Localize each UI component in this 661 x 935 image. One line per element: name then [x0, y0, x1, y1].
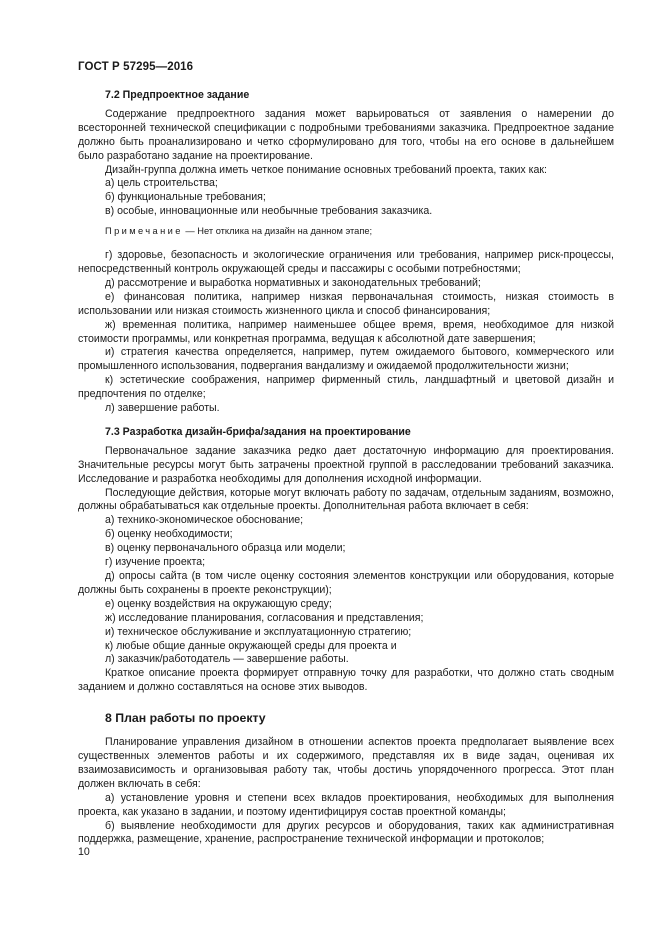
list-item: в) оценку первоначального образца или модели; [105, 542, 346, 555]
list-item: ж) временная политика, например наименьшее общее время, время, необходимое для низкой стоимости программы, или конкретная программа, ведущая к абсолютной дате завершения; [78, 318, 614, 345]
list-item: д) опросы сайта (в том числе оценку состояния элементов конструкции или оборудования, которые должны быть сохранены в проекте реконструкции); [78, 570, 614, 596]
list-item: а) технико-экономическое обоснование; [105, 514, 304, 527]
section-heading-7-2: 7.2 Предпроектное задание [105, 89, 250, 101]
list-item: е) финансовая политика, например низкая первоначальная стоимость, низкая стоимость в использовании или низкая стоимость жизненного цикла и способ финансирования; [78, 290, 614, 317]
page-number: 10 [78, 846, 90, 858]
document-body [78, 89, 614, 847]
paragraph: Краткое описание проекта формирует отправную точку для разработки, что должно стать сводным заданием и должно составляться на основе этих выводов. [78, 667, 614, 694]
paragraph: Содержание предпроектного задания может варьироваться от заявления о намерении до всесторонней технической спецификации с подробными требованиями заказчика. Предпроектное задание должно быть проанализировано и четко сформулировано для того, чтобы на его основе в дальнейшем было разработано задание на проектирование. [78, 107, 614, 162]
list-item: а) цель строительства; [105, 177, 218, 190]
list-item: л) завершение работы. [105, 402, 220, 415]
document-header: ГОСТ Р 57295—2016 [78, 61, 194, 73]
list-item: в) особые, инновационные или необычные требования заказчика. [105, 205, 433, 218]
list-item: е) оценку воздействия на окружающую среду; [105, 597, 332, 610]
list-item: и) стратегия качества определяется, например, путем ожидаемого бытового, коммерческого или промышленного использования, подвергания вандализму и ожидаемой продолжительности жизни; [78, 346, 614, 373]
paragraph: Первоначальное задание заказчика редко дает достаточную информацию для проектирования. Значительные ресурсы могут быть затрачены проектной группой в расследовании требований заказчика. Исследование и разработка необходимы для дополнения исходной информации. [78, 444, 614, 485]
list-item: а) установление уровня и степени всех вкладов проектирования, необходимых для выполнения проекта, как указано в задании, и поэтому идентифицируя состав проектной команды; [78, 791, 614, 818]
list-item: б) оценку необходимости; [105, 528, 233, 541]
note-label: Примечание [105, 226, 183, 237]
note [78, 225, 614, 239]
note-text: — Нет отклика на дизайн на данном этапе; [182, 226, 373, 237]
list-item: л) заказчик/работодатель — завершение работы. [105, 653, 349, 666]
list-item: к) эстетические соображения, например фирменный стиль, ландшафтный и цветовой дизайн и предпочтения по отделке; [78, 374, 614, 401]
list-item: и) техническое обслуживание и эксплуатационную стратегию; [105, 625, 412, 638]
list-item: к) любые общие данные окружающей среды для проекта и [105, 639, 397, 652]
paragraph: Планирование управления дизайном в отношении аспектов проекта предполагает выявление всех существенных элементов работы и их содержимого, представляя их в виде задач, оценивая их взаимозависимость и организовывая работу так, чтобы достичь упорядоченного прогресса. Этот план должен включать в себя: [78, 736, 614, 790]
list-item: д) рассмотрение и выработка нормативных и законодательных требований; [105, 276, 481, 289]
paragraph: Последующие действия, которые могут включать работу по задачам, отдельным заданиям, возможно, должны обрабатываться как отдельные проекты. Дополнительная работа включает в себя: [78, 486, 614, 513]
list-item: б) функциональные требования; [105, 191, 266, 204]
section-heading-8: 8 План работы по проекту [105, 711, 266, 726]
section-heading-7-3: 7.3 Разработка дизайн-брифа/задания на проектирование [105, 425, 411, 438]
list-item: г) изучение проекта; [105, 556, 206, 569]
list-item: б) выявление необходимости для других ресурсов и оборудования, таких как административная поддержка, размещение, хранение, распространение технической информации и протоколов; [78, 819, 614, 846]
list-item: г) здоровье, безопасность и экологические ограничения или требования, например риск-процессы, непосредственный контроль окружающей среды и пассажиры с особыми потребностями; [78, 249, 614, 275]
paragraph: Дизайн-группа должна иметь четкое понимание основных требований проекта, таких как: [105, 163, 547, 176]
list-item: ж) исследование планирования, согласования и представления; [105, 611, 424, 624]
